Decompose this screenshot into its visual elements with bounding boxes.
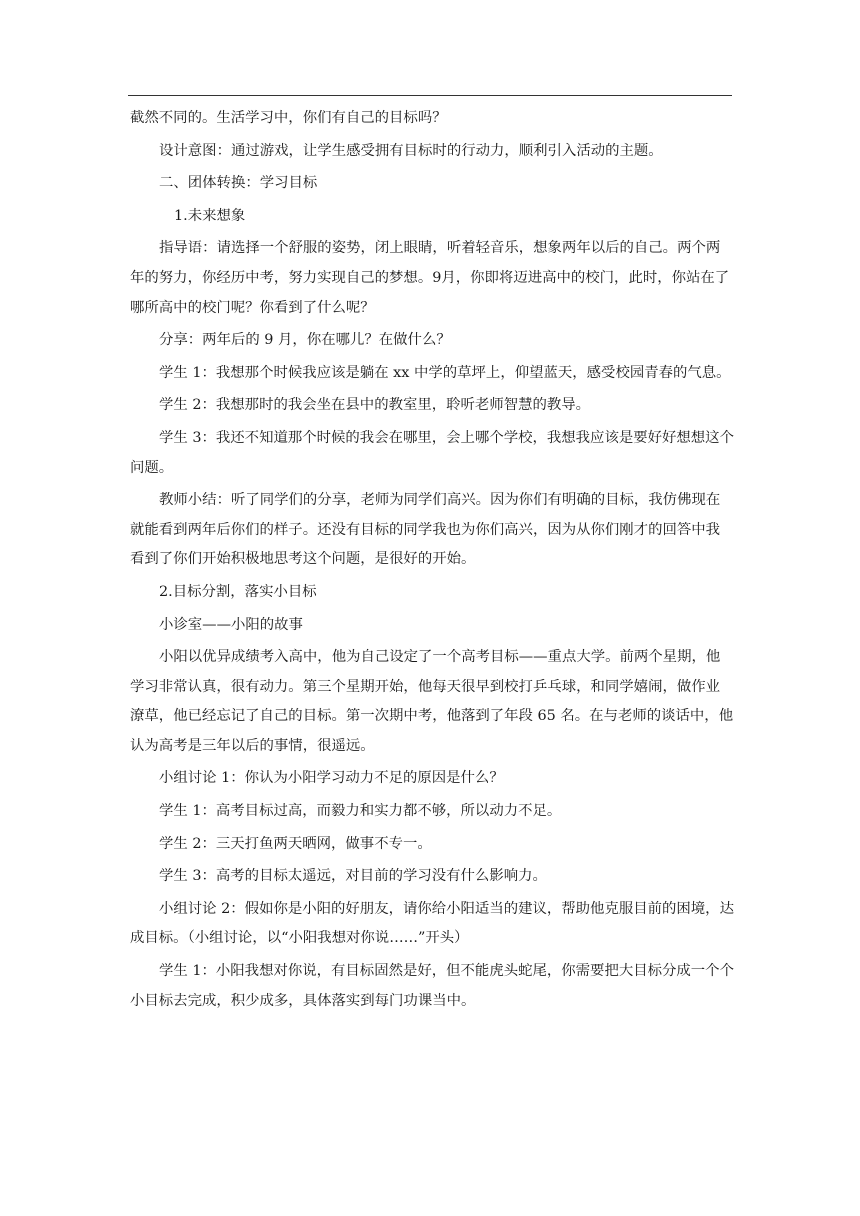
paragraph: 学生 2：我想那时的我会坐在县中的教室里，聆听老师智慧的教导。 [159,397,591,414]
paragraph: 设计意图：通过游戏，让学生感受拥有目标时的行动力，顺利引入活动的主题。 [159,142,663,159]
paragraph: 学生 2：三天打鱼两天晒网，做事不专一。 [159,835,432,852]
document-body [130,104,734,1016]
paragraph: 学生 3：高考的目标太遥远，对目前的学习没有什么影响力。 [159,868,547,885]
paragraph: 教师小结：听了同学们的分享，老师为同学们高兴。因为你们有明确的目标，我仿佛现在就能看到两年后你们的样子。还没有目标的同学我也为你们高兴，因为从你们刚才的回答中我看到了你们开始积极地思考这个问题，是很好的开始。 [130,492,721,568]
paragraph: 学生 3：我还不知道那个时候的我会在哪里，会上哪个学校，我想我应该是要好好想想这个问题。 [130,429,734,476]
subsection-heading: 1.未来想象 [174,207,246,224]
subsection-heading: 2.目标分割，落实小目标 [159,583,317,600]
paragraph: 截然不同的。生活学习中，你们有自己的目标吗？ [130,110,447,126]
section-heading: 二、团体转换：学习目标 [159,175,318,192]
paragraph: 学生 1：小阳我想对你说，有目标固然是好，但不能虎头蛇尾，你需要把大目标分成一个个小目标去完成，积少成多，具体落实到每门功课当中。 [130,963,734,1009]
paragraph: 学生 1：我想那个时候我应该是躺在 xx 中学的草坪上，仰望蓝天，感受校园青春的气息。 [159,364,731,381]
paragraph: 分享：两年后的 9 月，你在哪儿？在做什么？ [159,332,451,349]
paragraph: 指导语：请选择一个舒服的姿势，闭上眼睛，听着轻音乐，想象两年以后的自己。两个两年的努力，你经历中考，努力实现自己的梦想。9月，你即将迈进高中的校门，此时，你站在了哪所高中的校门呢？你看到了什么呢？ [130,240,730,316]
paragraph: 学生 1：高考目标过高，而毅力和实力都不够，所以动力不足。 [159,803,562,820]
paragraph: 小组讨论 1：你认为小阳学习动力不足的原因是什么？ [159,770,504,787]
header-rule [128,95,732,96]
paragraph: 小诊室——小阳的故事 [159,616,303,633]
paragraph: 小阳以优异成绩考入高中，他为自己设定了一个高考目标——重点大学。前两个星期，他学习非常认真，很有动力。第三个星期开始，他每天很早到校打乒乓球，和同学嬉闹，做作业潦草，他已经忘记了自己的目标。第一次期中考，他落到了年段 65 名。在与老师的谈话中，他认为高考是三年以后的事情，很遥远。 [130,649,734,754]
paragraph: 小组讨论 2：假如你是小阳的好朋友，请你给小阳适当的建议，帮助他克服目前的困境，达成目标。（小组讨论，以“小阳我想对你说……”开头） [130,900,734,947]
